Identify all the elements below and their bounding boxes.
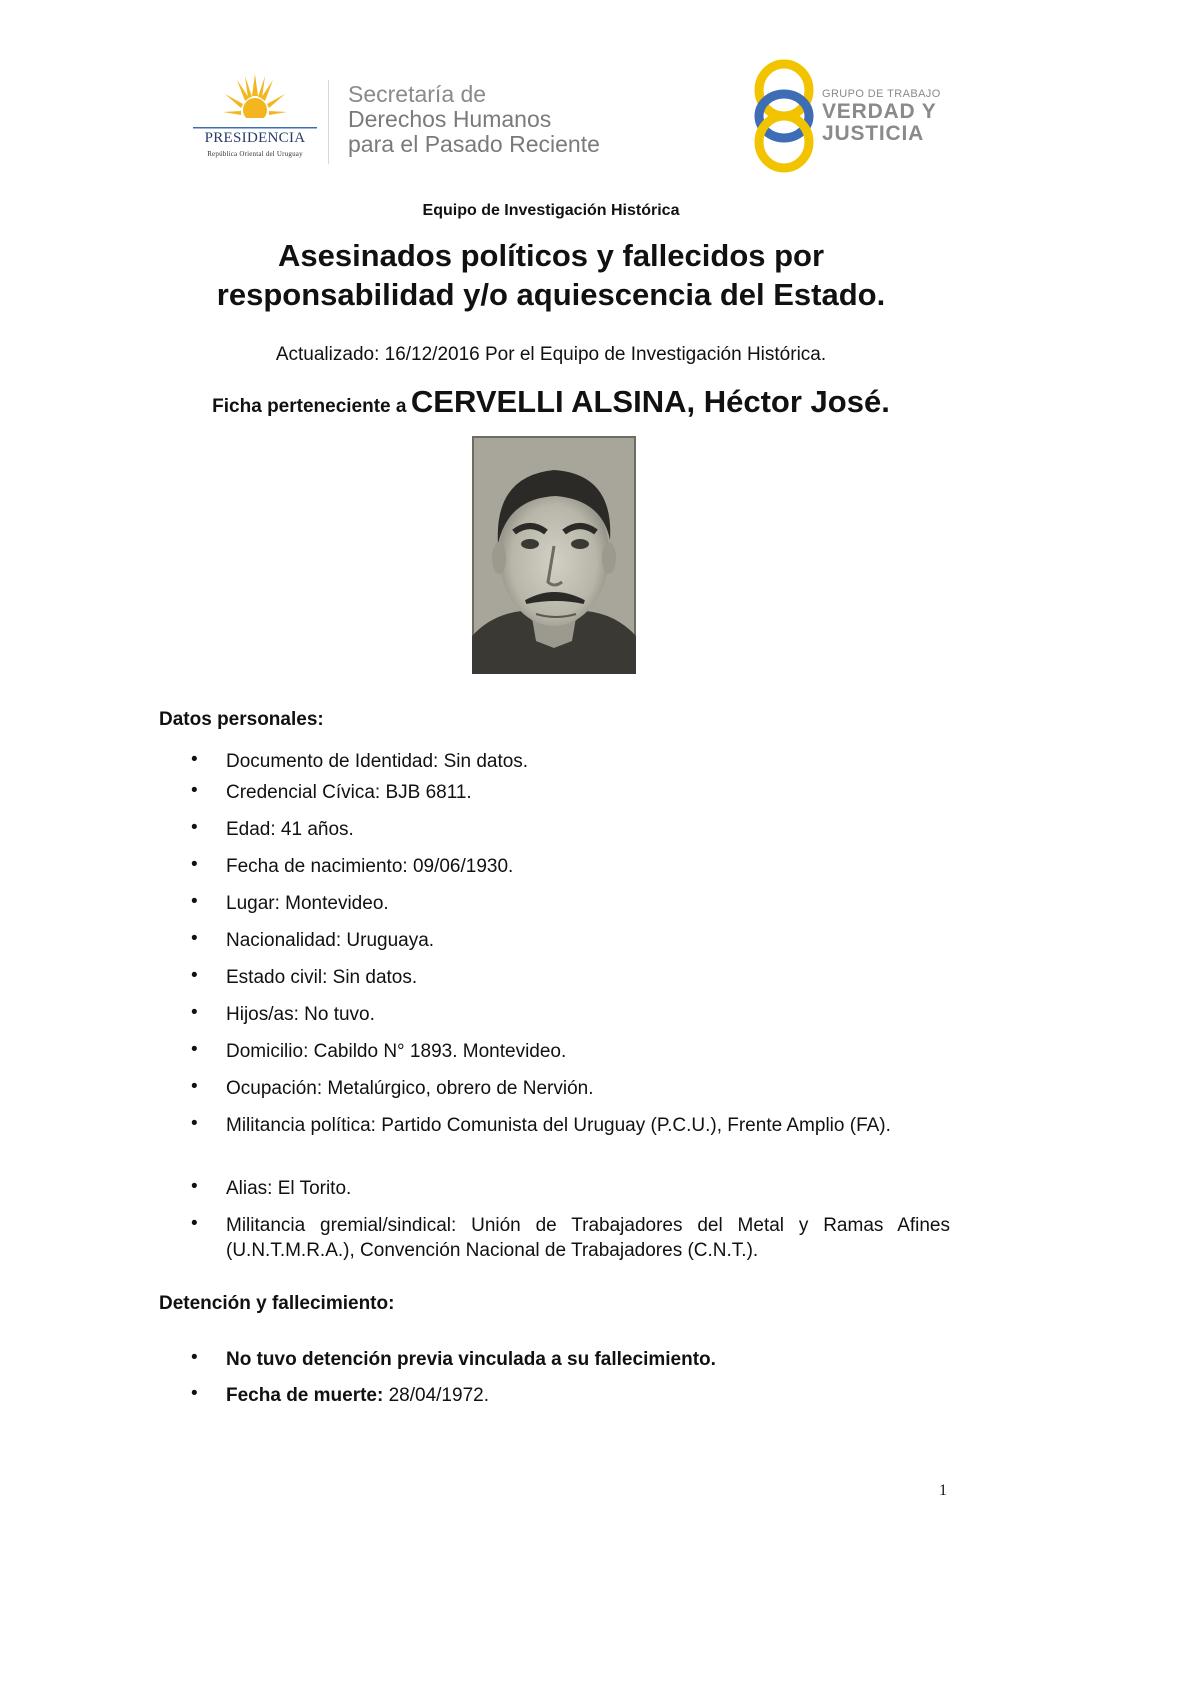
secretaria-line3: para el Pasado Reciente [348,131,600,157]
rings-icon [752,58,816,174]
title-line-2: responsabilidad y/o aquiescencia del Estado. [216,277,886,312]
page-number: 1 [939,1482,947,1499]
list-item-text: Nacionalidad: Uruguaya. [226,930,435,951]
bullet: • [191,965,198,986]
person-name: CERVELLI ALSINA, Héctor José. [410,384,890,419]
update-note: Actualizado: 16/12/2016 Por el Equipo de Investigación Histórica. [275,344,827,365]
list-item-text: Fecha de nacimiento: 09/06/1930. [226,856,514,877]
bullet: • [191,1176,198,1197]
list-item-text: Estado civil: Sin datos. [226,967,418,988]
sun-icon [223,74,287,124]
document-title [0,236,1102,314]
team-name: Equipo de Investigación Histórica [422,202,680,219]
presidencia-subtitle: República Oriental del Uruguay [207,150,303,158]
list-item-text: Ocupación: Metalúrgico, obrero de Nervión. [226,1078,594,1099]
portrait-photo [472,436,636,674]
secretaria-line1: Secretaría de [348,81,487,107]
list-item-text: Alias: El Torito. [226,1178,352,1199]
list-item-text: Credencial Cívica: BJB 6811. [226,782,472,803]
section-heading-detencion: Detención y fallecimiento: [159,1293,395,1314]
bullet: • [191,1002,198,1023]
bullet: • [191,817,198,838]
presidencia-name: PRESIDENCIA [204,130,306,146]
bullet: • [191,1213,198,1234]
death-date-label: Fecha de muerte: [226,1385,384,1406]
secretaria-line2: Derechos Humanos [348,106,552,132]
list-item-text: Militancia política: Partido Comunista del Uruguay (P.C.U.), Frente Amplio (FA). [226,1115,891,1136]
grupo-line2: VERDAD Y [822,100,937,123]
list-item-text: Edad: 41 años. [226,819,354,840]
ficha-heading [0,384,1102,420]
bullet: • [191,780,198,801]
bullet: • [191,1039,198,1060]
bullet: • [191,1113,198,1134]
list-item-text [226,1383,950,1408]
header-separator [328,80,329,164]
list-item-text: Documento de Identidad: Sin datos. [226,751,529,772]
presidencia-logo [183,74,327,166]
grupo-verdad-justicia-logo [752,58,952,174]
death-date-value: 28/04/1972. [388,1385,489,1406]
title-line-1: Asesinados políticos y fallecidos por [277,238,825,273]
bullet: • [191,928,198,949]
list-item-text: No tuvo detención previa vinculada a su fallecimiento. [226,1349,716,1370]
bullet: • [191,891,198,912]
list-item-text: Lugar: Montevideo. [226,893,389,914]
secretaria-logo [348,82,600,157]
bullet: • [191,1383,198,1404]
section-heading-datos: Datos personales: [159,709,324,730]
bullet: • [191,1076,198,1097]
list-item-text: Militancia gremial/sindical: Unión de Trabajadores del Metal y Ramas Afines (U.N.T.M.R.A.), Convención Nacional de Trabajadores (C.N.T.). [226,1215,950,1261]
bullet: • [191,749,198,770]
bullet: • [191,1347,198,1368]
grupo-line3: JUSTICIA [822,122,925,145]
bullet: • [191,854,198,875]
list-item-text: Domicilio: Cabildo N° 1893. Montevideo. [226,1041,567,1062]
list-item-text: Hijos/as: No tuvo. [226,1004,375,1025]
grupo-line1: GRUPO DE TRABAJO [822,88,941,100]
ficha-label: Ficha perteneciente a [212,396,407,417]
